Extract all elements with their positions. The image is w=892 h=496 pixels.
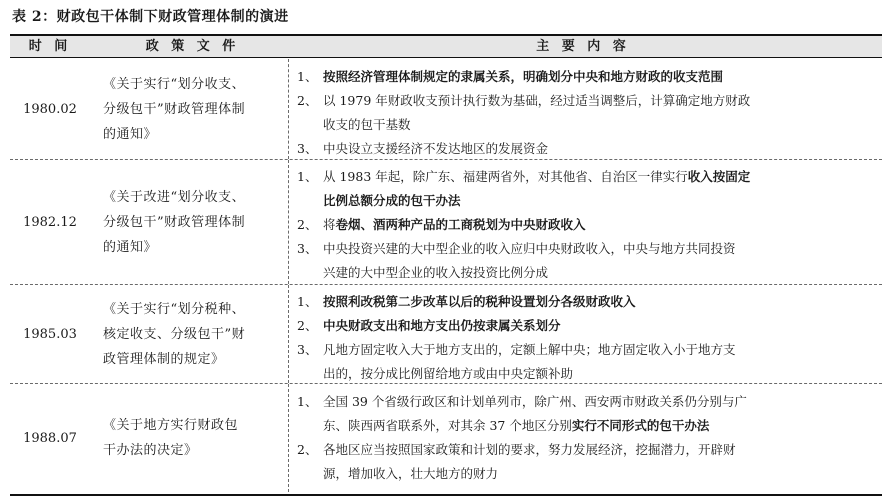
item-text xyxy=(323,390,871,438)
item-text-bold: 按照经济管理体制规定的隶属关系，明确划分中央和地方财政的收支范围 xyxy=(323,69,724,84)
item-number: 1、 xyxy=(297,69,318,84)
policy-table xyxy=(10,34,882,496)
row-document xyxy=(103,285,283,383)
row-time: 1982.12 xyxy=(23,214,77,230)
item-text xyxy=(323,89,871,137)
header-document: 政 策 文 件 xyxy=(145,39,240,54)
row-time: 1980.02 xyxy=(23,101,77,117)
item-text xyxy=(323,314,871,338)
table-row xyxy=(10,285,882,384)
row-document xyxy=(103,160,283,284)
item-text-segment: 从 1983 年起，除广东、福建两省外，对其他省、自治区一律实行 xyxy=(323,169,688,184)
header-time: 时 间 xyxy=(28,39,72,54)
item-text-bold: 收入按固定 比例总额分成的包干办法 xyxy=(323,169,751,208)
table-row xyxy=(10,59,882,160)
item-text-bold: 按照利改税第二步改革以后的税种设置划分各级财政收入 xyxy=(323,294,636,309)
header-content: 主 要 内 容 xyxy=(536,39,630,54)
item-text-segment: 各地区应当按照国家政策和计划的要求，努力发展经济，挖掘潜力，开辟财 源，增加收入，壮大地方的财力 xyxy=(323,442,736,481)
item-number: 1、 xyxy=(297,294,318,309)
item-number: 1、 xyxy=(297,169,318,184)
item-text xyxy=(323,438,871,486)
item-number: 3、 xyxy=(297,241,318,256)
row-time: 1988.07 xyxy=(23,430,77,446)
item-number: 2、 xyxy=(297,217,318,232)
item-number: 2、 xyxy=(297,318,318,333)
table-header xyxy=(10,36,882,58)
document-title: 《关于改进“划分收支、 分级包干”财政管理体制 的通知》 xyxy=(103,189,246,255)
item-number: 3、 xyxy=(297,342,318,357)
item-text-segment: 中央设立支援经济不发达地区的发展资金 xyxy=(323,141,549,156)
row-content xyxy=(288,285,879,383)
item-text xyxy=(323,338,871,386)
item-number: 1、 xyxy=(297,394,318,409)
item-number: 2、 xyxy=(297,442,318,457)
item-text-segment: 以 1979 年财政收支预计执行数为基础，经过适当调整后，计算确定地方财政 收支的包干基数 xyxy=(323,93,751,132)
row-document xyxy=(103,384,283,492)
item-text xyxy=(323,137,871,161)
item-text xyxy=(323,65,871,89)
item-text-segment: 将 xyxy=(323,217,336,232)
item-number: 2、 xyxy=(297,93,318,108)
table-caption: 表 2：财政包干体制下财政管理体制的演进 xyxy=(12,9,289,25)
item-number: 3、 xyxy=(297,141,318,156)
row-content xyxy=(288,384,879,492)
document-title: 《关于实行“划分收支、 分级包干”财政管理体制 的通知》 xyxy=(103,76,246,142)
item-text-bold: 卷烟、酒两种产品的工商税划为中央财政收入 xyxy=(335,217,586,232)
item-text xyxy=(323,290,871,314)
row-content xyxy=(288,160,879,284)
table-row xyxy=(10,384,882,492)
item-text-segment: 全国 39 个省级行政区和计划单列市，除广州、西安两市财政关系仍分别与广 东、陕西两省联系外，对其余 37 个地区分别 xyxy=(323,394,747,433)
row-content xyxy=(288,59,879,159)
item-text xyxy=(323,165,871,213)
row-time: 1985.03 xyxy=(23,326,77,342)
document-title: 《关于地方实行财政包 干办法的决定》 xyxy=(103,418,239,458)
item-text-bold: 中央财政支出和地方支出仍按隶属关系划分 xyxy=(323,318,561,333)
item-text-bold: 实行不同形式的包干办法 xyxy=(571,418,710,433)
row-document xyxy=(103,59,283,159)
item-text-segment: 凡地方固定收入大于地方支出的，定额上解中央；地方固定收入小于地方支 出的，按分成比例留给地方或由中央定额补助 xyxy=(323,342,736,381)
item-text xyxy=(323,213,871,237)
document-title: 《关于实行“划分税种、 核定收支、分级包干”财 政管理体制的规定》 xyxy=(103,301,246,367)
item-text xyxy=(323,237,871,285)
table-row xyxy=(10,160,882,285)
item-text-segment: 中央投资兴建的大中型企业的收入应归中央财政收入，中央与地方共同投资 兴建的大中型企业的收入按投资比例分成 xyxy=(323,241,736,280)
